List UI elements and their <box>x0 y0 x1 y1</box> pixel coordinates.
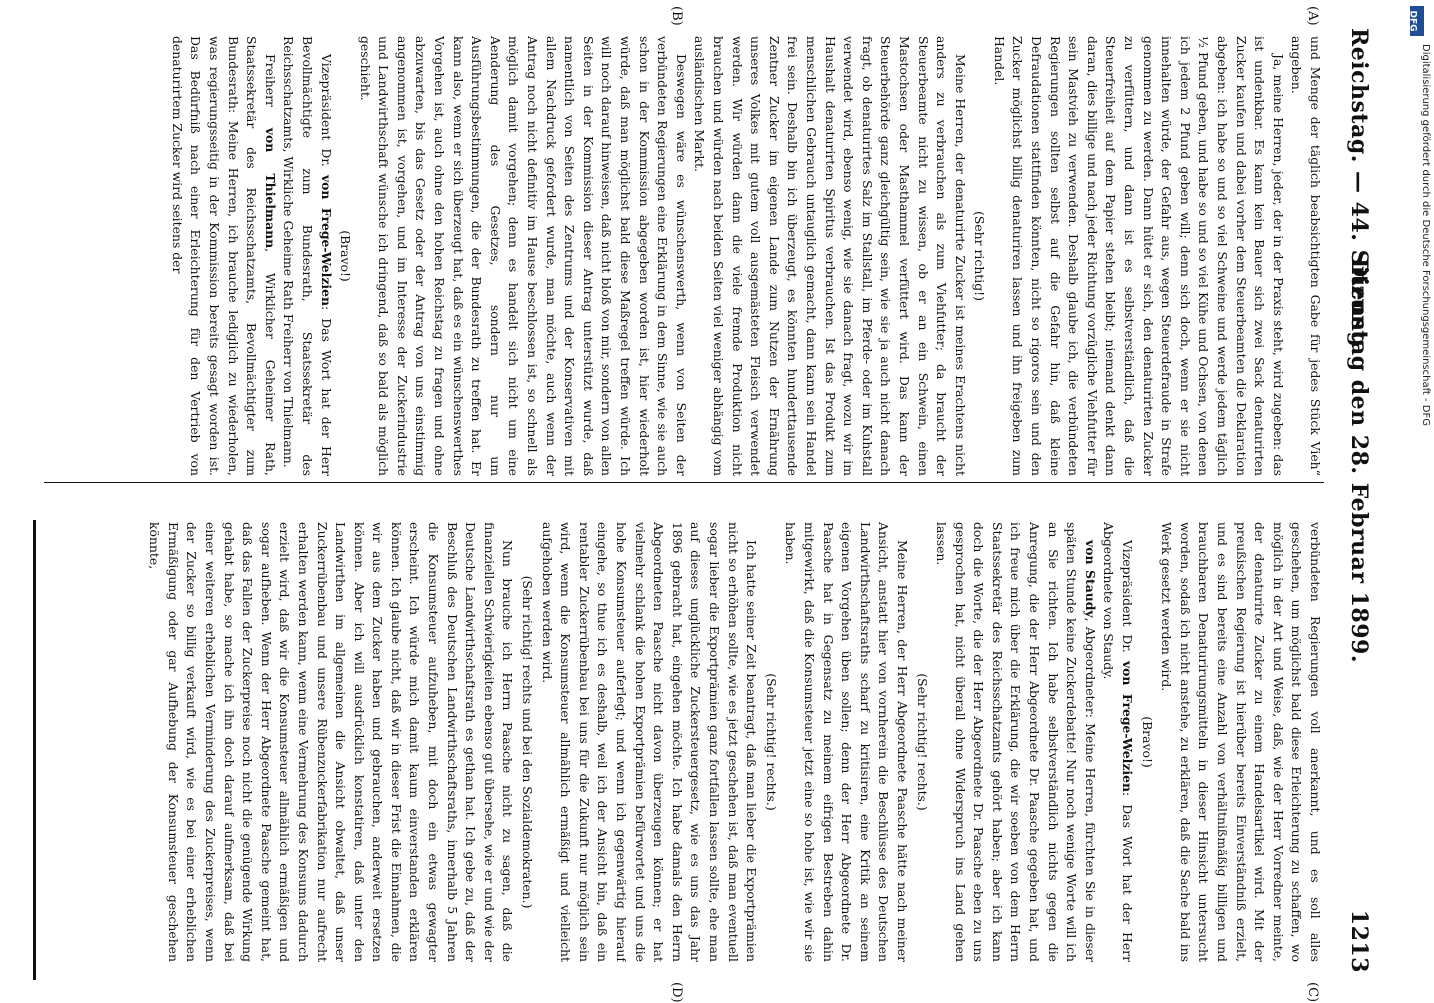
page-header <box>1336 28 1376 973</box>
paragraph: Meine Herren, der denaturirte Zucker ist meines Erachtens nicht anders zu verbrauchen als zum Viehfutter; da braucht der Steuerbeamte nicht zu wissen, ob er an ein Schwein, einen Mastochsen oder Masthammel verfüttert wird. Das kann der Steuerbehörde ganz gleichgültig sein, wie sie ja auch nicht danach fragt, ob denaturirtes Salz im Stallstall, im Pferde- oder im Kuhstall verwendet wird, ebenso wenig, wie sie danach fragt, wozu wir im Haushalt denaturirten Spiritus verbrauchen. Ist das Produkt zum menschlichen Gebrauch untauglich gemacht, dann kann sein Handel frei sein. Deshalb bin ich überzeugt, es könnten hunderttausende Zentner Zucker im eigenen Lande zum Nutzen der Ernährung unseres Volkes mit gutem voll ausgemästeten Fleisch verwendet werden. Wir würden dann die viele fremde Produktion nicht brauchen und würden nach beiden Seiten viel weniger abhängig vom ausländischen Markt. <box>692 36 968 476</box>
paragraph: von Staudy, Abgeordneter: Meine Herren, fürchten Sie in dieser späten Stunde keine Zuckerdebatte! Nur noch wenige Worte will ich an Sie richten. Ich habe selbstverständlich nichts gegen die Anregung, die der Herr Abgeordnete Dr. Paasche gegeben hat, und ich freue mich über die Erklärung, die wir soeben von dem Herrn Staatssekretär des Reichsschatzamts gehört haben; aber ich kann doch die Worte, die der Herr Abgeordnete Dr. Paasche eben zu uns gesprochen hat, nicht überall ohne Widerspruch ins Land gehen lassen. <box>934 522 1098 962</box>
left-column <box>34 36 1324 476</box>
dfg-credit: Digitalisierung gefördert durch die Deutsche Forschungsgemeinschaft - DFG <box>1420 44 1431 427</box>
interjection: (Sehr richtig! rechts.) <box>763 673 779 811</box>
interjection: (Sehr richtig! rechts und bei den Sozialdemokraten.) <box>520 575 536 909</box>
paragraph: Ich hatte seiner Zeit beantragt, daß man lieber die Exportprämien nicht so erhöhen sollte, wie es jetzt geschehen ist, daß man eventuell sogar lieber die Exportprämien ganz fortfallen lassen sollte, ehe man auf dieses unglückliche Zuckersteuergesetz, wie es uns das Jahr 1896 gebracht hat, eingehen möchte. Ich habe damals den Herrn Abgeordneten Paasche nicht davon überzeugen können; er hat vielmehr schlank die hohen Exportprämien befürwortet und uns die hohe Konsumsteuer auferlegt; und wenn ich gegenwärtig hierauf eingehe, so thue ich es deshalb, weil ich der Ansicht bin, daß ein rentabler Zuckerrübenbau bei uns für die Zukunft nur möglich sein wird, wenn die Konsumsteuer allmählich ermäßigt und vielleicht aufgehoben werden wird. <box>539 522 760 962</box>
margin-marker-b: (B) <box>669 6 684 26</box>
interjection: (Sehr richtig! rechts.) <box>914 673 930 811</box>
margin-marker-c: (C) <box>1305 982 1320 1003</box>
paragraph: Vizepräsident Dr. von Frege-Welzien: Das Wort hat der Herr Bevollmächtigte zum Bundesrath, Staatssekretär des Reichsschatzamts, Wirkliche Geheime Rath Freiherr von Thielmann. <box>281 36 334 476</box>
margin-marker-d: (D) <box>669 982 684 1003</box>
interjection: (Bravo!) <box>1139 716 1155 768</box>
dfg-sidebar <box>1404 0 1434 1000</box>
dfg-logo <box>1407 6 1424 36</box>
header-date: Dienstag den 28. Februar 1899. <box>1346 258 1372 664</box>
interjection: (Bravo!) <box>338 230 354 282</box>
page-number: 1213 <box>1346 909 1372 973</box>
interjection: (Sehr richtig!) <box>972 211 988 301</box>
paragraph: Vizepräsident Dr. von Frege-Welzien: Das Wort hat der Herr Abgeordnete von Staudy. <box>1101 522 1136 962</box>
end-rule <box>33 520 36 980</box>
paragraph: Deswegen wäre es wünschenswerth, wenn von Seiten der verbündeten Regierungen eine Erklärung in dem Sinne, wie sie auch schon in der Kommission abgegeben worden ist, hier wiederholt würde, daß man möglichst bald diese Maßregel treffen würde. Ich will noch darauf hinweisen, daß nicht bloß von mir, sondern von allen Seiten in der Kommission dieser Antrag unterstützt wurde, daß namentlich von Seiten des Zentrums und der Konservativen mit allem Nachdruck gefordert wurde, man möchte, auch wenn der Antrag noch nicht definitiv im Hause beschlossen ist, so schnell als möglich damit vorgehen; denn es handelt sich nicht um eine Aenderung des Gesetzes, sondern nur um Ausführungsbestimmungen, die der Bundesrath zu treffen hat. Er kann also, wenn er sich überzeugt hat, daß es ein wünschenswerthes Vorgehen ist, auch ohne den hohen Reichstag zu fragen und ohne abzuwarten, bis das Gesetz oder der Antrag von uns einstimmig angenommen ist, vorgehen, und im Interesse der Zuckerindustrie und Landwirthschaft wünsche ich dringend, daß so bald als möglich geschieht. <box>357 36 689 476</box>
paragraph: Meine Herren, der Herr Abgeordnete Paasche hätte nach meiner Ansicht, anstatt hier von vornherein die Beschlüsse des Deutschen Landwirthschaftsraths scharf zu kritisiren, eine Kritik an seinem eigenen Vorgehen üben sollen; denn der Herr Abgeordnete Dr. Paasche hat in Gegensatz zu meinem eifrigen Bestreben dahin mitgewirkt, daß die Konsumsteuer jetzt eine so hohe ist, wie wir sie haben. <box>783 522 910 962</box>
paragraph: Freiherr von Thielmann, Wirklicher Geheimer Rath, Staatssekretär des Reichsschatzamts, Bevollmächtigter zum Bundesrath: Meine Herren, ich brauche lediglich zu wiederholen, was regierungsseitig in der Kommission bereits gesagt worden ist. Das Bedürfniß nach einer Erleichterung für den Vertrieb von denaturirtem Zucker wird seitens der <box>169 36 278 476</box>
margin-marker-a: (A) <box>1305 6 1320 26</box>
paragraph: und Menge der täglich beabsichtigten Gabe für jedes Stück Vieh“ angeben. <box>1289 36 1323 476</box>
paragraph: verbündeten Regierungen voll anerkannt, und es soll alles geschehen, um möglichst bald diese Erleichterung zu schaffen, wo möglich in der Art und Weise, daß, wie der Herr Vorredner meinte, der denaturirte Zucker zu einem Handelsartikel wird. Mit der preußischen Regierung ist hierüber bereits Einverständniß erzielt, und es sind bereits eine Anzahl von verhältnißmäßig billigen und brauchbaren Denaturirungsmitteln in dieser Hinsicht untersucht worden, sodaß ich nicht anstehe, zu erklären, daß die Sache bald ins Werk gesetzt werden wird. <box>1159 522 1323 962</box>
paragraph: Nun brauche ich Herrn Paasche nicht zu sagen, daß die finanziellen Schwierigkeiten ebenso gut übersehe, wie er und wie der Deutsche Landwirthschaftsrath es gethan hat. Ich gebe zu, daß der Beschluß des Deutschen Landwirthschaftsraths, innerhalb 5 Jahren die Konsumsteuer aufzuheben, mit doch ein etwas gewagter erscheint. Ich würde mich damit kaum einverstanden erklären können. Ich glaube nicht, daß wir in dieser Frist die Einnahmen, die wir aus dem Zucker haben und gebrauchen, anderweit ersetzen können. Aber ich will ausdrücklich konstatiren, daß unter den Landwirthen im allgemeinen die Ansicht obwaltet, daß unser Zuckerrübenbau und unsere Rübenzuckerfabrikation nur aufrecht erhalten werden kann, wenn eine Vermehrung des Konsums dadurch erzielt wird, daß wir die Konsumsteuer allmählich ermäßigen und sogar aufheben. Wenn der Herr Abgeordnete Paasche gemeint hat, daß das Fallen der Zuckerpreise noch nicht die genügende Wirkung gehabt habe, so mache ich ihn doch darauf aufmerksam, daß bei einer weiteren erheblichen Verminderung des Zuckerpreises, wenn der Zucker so billig verkauft wird, wie es bei einer erheblichen Ermäßigung oder gar Aufhebung der Konsumsteuer geschehen könnte, <box>147 522 516 962</box>
column-divider <box>44 482 1324 483</box>
header-section: Reichstag. — 44. Sitzung. <box>1346 28 1372 356</box>
paragraph: Ja, meine Herren, jeder, der in der Praxis steht, wird zugeben: das ist undenkbar. Es kann kein Bauer sich zwei Sack denaturirten Zucker kaufen und dabei vorher dem Steuerbeamten die Deklaration abgeben: ich habe so und so viel Schweine und werde jedem täglich ½ Pfund geben, und habe so und so viel Kühe und Ochsen, von denen ich jedem 2 Pfund geben will; denn sich doch, wenn er sie nicht innehalten würde, der Gefahr aus, wegen Steuerdefraude in Strafe genommen zu werden. Dann hütet er sich, den denaturirten Zucker zu verfüttern, und dann ist es selbstverständlich, daß die Steuerfreiheit auf dem Papier stehen bleibt; niemand denkt dann daran, dies billige und nach jeder Richtung vorzügliche Viehfutter für sein Mastvieh zu verwenden. Deshalb glaube ich, die verbündeten Regierungen sollten selbst auf die Gefahr hin, daß kleine Defraudationen stattfinden könnten, nicht so rigoros sein und den Zucker möglichst billig denaturiren lassen und ihn freigeben zum Handel. <box>991 36 1286 476</box>
dfg-logo-text: DFG <box>1407 10 1418 32</box>
newspaper-page <box>2 0 1382 1003</box>
right-column <box>34 522 1324 962</box>
